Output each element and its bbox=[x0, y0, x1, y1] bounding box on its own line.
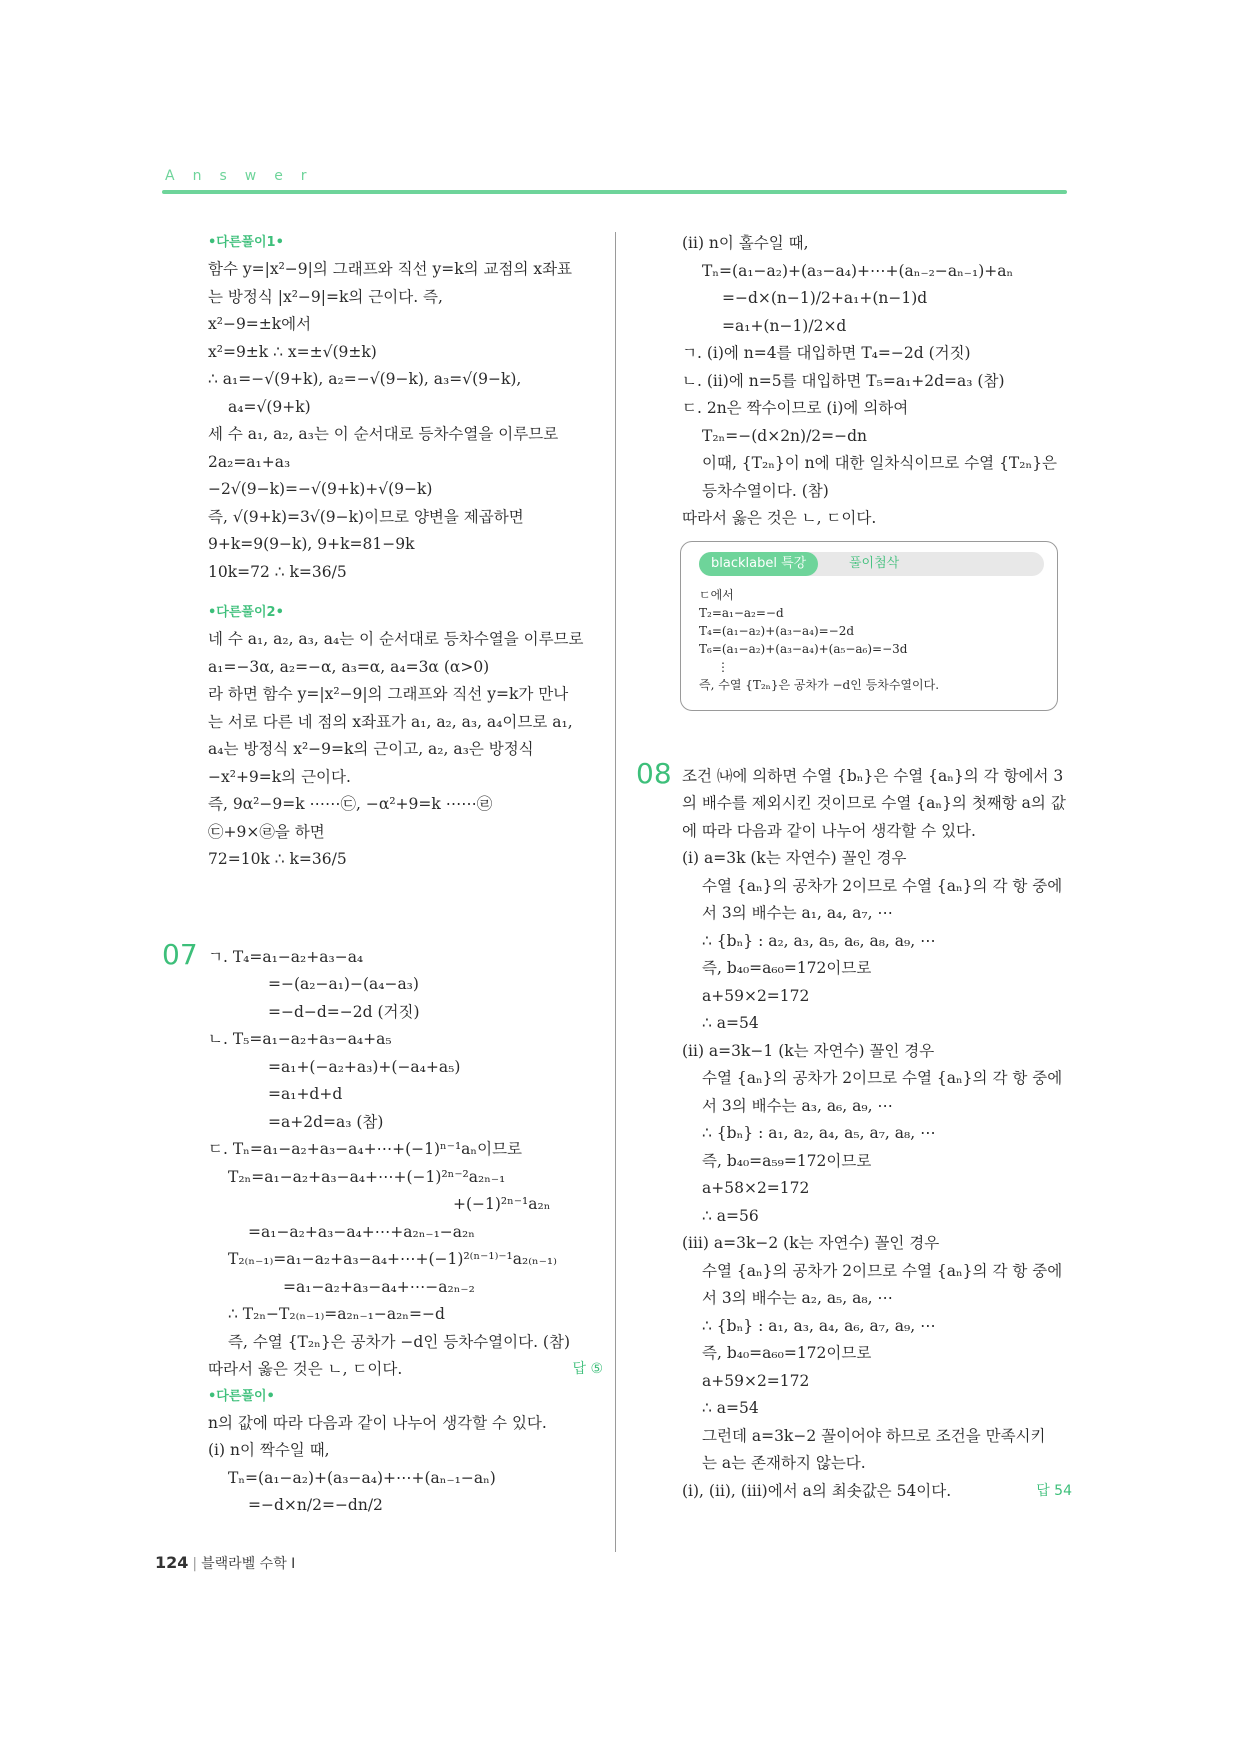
text-line: ∴ a=54 bbox=[702, 1014, 759, 1032]
text-line: 9+k=9(9−k), 9+k=81−9k bbox=[208, 535, 415, 553]
text-line: ∴ a₁=−√(9+k), a₂=−√(9−k), a₃=√(9−k), bbox=[208, 370, 522, 388]
text-line: ㉢+9×㉣을 하면 bbox=[208, 822, 325, 841]
text-line: T₂ₙ=−(d×2n)/2=−dn bbox=[702, 426, 868, 445]
text-line: 서 3의 배수는 a₂, a₅, a₈, ⋯ bbox=[702, 1289, 893, 1307]
text-line: a₁=−3α, a₂=−α, a₃=α, a₄=3α (α>0) bbox=[208, 657, 490, 676]
text-line: 는 방정식 |x²−9|=k의 근이다. 즉, bbox=[208, 287, 443, 306]
text-line: 의 배수를 제외시킨 것이므로 수열 {aₙ}의 첫째항 a의 값 bbox=[682, 794, 1066, 812]
text-line: =a₁+(−a₂+a₃)+(−a₄+a₅) bbox=[268, 1057, 461, 1076]
text-line: 이때, {T₂ₙ}이 n에 대한 일차식이므로 수열 {T₂ₙ}은 bbox=[702, 454, 1058, 472]
problem-08 bbox=[636, 756, 1072, 1506]
tip-body bbox=[699, 586, 939, 694]
text-line: ∴ T₂ₙ−T₂₍ₙ₋₁₎=a₂ₙ₋₁−a₂ₙ=−d bbox=[228, 1305, 445, 1323]
page-number: 124 bbox=[155, 1553, 189, 1572]
right-column bbox=[636, 230, 1072, 1505]
text-line: =a+2d=a₃ (참) bbox=[268, 1112, 384, 1131]
text-line: 수열 {aₙ}의 공차가 2이므로 수열 {aₙ}의 각 항 중에 bbox=[702, 876, 1063, 895]
text-line: T₂₍ₙ₋₁₎=a₁−a₂+a₃−a₄+⋯+(−1)²⁽ⁿ⁻¹⁾⁻¹a₂₍ₙ₋₁₎ bbox=[228, 1250, 557, 1268]
problem-number: 07 bbox=[162, 937, 198, 971]
text-line: Tₙ=(a₁−a₂)+(a₃−a₄)+⋯+(aₙ₋₂−aₙ₋₁)+aₙ bbox=[702, 261, 1014, 280]
text-line: a+59×2=172 bbox=[702, 1371, 810, 1390]
answer-mark: 답 54 bbox=[1036, 1482, 1072, 1499]
text-line: ㄱ. T₄=a₁−a₂+a₃−a₄ bbox=[208, 947, 364, 966]
text-line: −x²+9=k의 근이다. bbox=[208, 767, 351, 786]
tip-subtitle: 풀이첨삭 bbox=[849, 555, 900, 571]
tip-line: ⋮ bbox=[717, 659, 729, 674]
text-line: 즉, 9α²−9=k ⋯⋯㉢, −α²+9=k ⋯⋯㉣ bbox=[208, 795, 493, 813]
page-footer bbox=[155, 1553, 295, 1573]
text-line: a₄=√(9+k) bbox=[228, 397, 311, 416]
text-line: 라 하면 함수 y=|x²−9|의 그래프와 직선 y=k가 만나 bbox=[208, 685, 569, 703]
text-line: n의 값에 따라 다음과 같이 나누어 생각할 수 있다. bbox=[208, 1413, 547, 1432]
text-line: =−(a₂−a₁)−(a₄−a₃) bbox=[268, 975, 419, 993]
book-title: 블랙라벨 수학 Ⅰ bbox=[201, 1556, 296, 1572]
problem-07-continuation bbox=[682, 230, 1072, 533]
tip-line: T₆=(a₁−a₂)+(a₃−a₄)+(a₅−a₆)=−3d bbox=[699, 641, 908, 656]
text-line: (ⅱ) a=3k−1 (k는 자연수) 꼴인 경우 bbox=[682, 1041, 935, 1060]
text-line: 즉, b₄₀=a₅₉=172이므로 bbox=[702, 1151, 872, 1170]
text-line: 세 수 a₁, a₂, a₃는 이 순서대로 등차수열을 이루므로 bbox=[208, 425, 559, 443]
text-line bbox=[208, 1356, 603, 1384]
text-line: ㄷ. 2n은 짝수이므로 (ⅰ)에 의하여 bbox=[682, 399, 909, 417]
text-line: 즉, b₄₀=a₆₀=172이므로 bbox=[702, 1344, 872, 1362]
text-line: =−d×(n−1)/2+a₁+(n−1)d bbox=[722, 289, 928, 307]
text-line: (ⅰ) a=3k (k는 자연수) 꼴인 경우 bbox=[682, 849, 907, 867]
text-line: 2a₂=a₁+a₃ bbox=[208, 452, 291, 471]
text-line: x²=9±k ∴ x=±√(9±k) bbox=[208, 342, 377, 361]
text-line: T₂ₙ=a₁−a₂+a₃−a₄+⋯+(−1)²ⁿ⁻²a₂ₙ₋₁ bbox=[228, 1167, 506, 1186]
text-line: 72=10k ∴ k=36/5 bbox=[208, 850, 347, 868]
text-line: 즉, b₄₀=a₆₀=172이므로 bbox=[702, 959, 872, 977]
alt-solution-tag: •다른풀이2• bbox=[208, 605, 284, 620]
alt-solution-tag: •다른풀이1• bbox=[208, 235, 284, 250]
text-line: +(−1)²ⁿ⁻¹a₂ₙ bbox=[453, 1195, 551, 1213]
text-line: 네 수 a₁, a₂, a₃, a₄는 이 순서대로 등차수열을 이루므로 bbox=[208, 630, 584, 648]
tip-badge: blacklabel 특강 bbox=[699, 552, 818, 576]
text-line: 등차수열이다. (참) bbox=[702, 481, 829, 500]
text-line: ∴ a=54 bbox=[702, 1399, 759, 1417]
column-divider bbox=[615, 232, 616, 1552]
text-line: ㄴ. T₅=a₁−a₂+a₃−a₄+a₅ bbox=[208, 1030, 392, 1048]
conclusion-text: 따라서 옳은 것은 ㄴ, ㄷ이다. bbox=[208, 1360, 403, 1378]
text-line: 는 a는 존재하지 않는다. bbox=[702, 1454, 866, 1472]
tip-line: T₂=a₁−a₂=−d bbox=[699, 605, 784, 620]
tip-line: T₄=(a₁−a₂)+(a₃−a₄)=−2d bbox=[699, 623, 855, 638]
problem-number: 08 bbox=[636, 756, 672, 790]
text-line: =−d×n/2=−dn/2 bbox=[248, 1496, 383, 1514]
text-line: a+59×2=172 bbox=[702, 986, 810, 1005]
text-line: 즉, 수열 {T₂ₙ}은 공차가 −d인 등차수열이다. (참) bbox=[228, 1332, 570, 1351]
answer-mark: 답 ⑤ bbox=[572, 1361, 603, 1377]
text-line: 10k=72 ∴ k=36/5 bbox=[208, 562, 347, 581]
left-column bbox=[162, 230, 603, 1520]
text-line: 그런데 a=3k−2 꼴이어야 하므로 조건을 만족시키 bbox=[702, 1426, 1046, 1445]
text-line: 수열 {aₙ}의 공차가 2이므로 수열 {aₙ}의 각 항 중에 bbox=[702, 1261, 1063, 1280]
text-line: =−d−d=−2d (거짓) bbox=[268, 1002, 420, 1021]
text-line: x²−9=±k에서 bbox=[208, 315, 312, 333]
text-line: 수열 {aₙ}의 공차가 2이므로 수열 {aₙ}의 각 항 중에 bbox=[702, 1069, 1063, 1087]
alt-solution-1 bbox=[208, 230, 603, 586]
text-line: Tₙ=(a₁−a₂)+(a₃−a₄)+⋯+(aₙ₋₁−aₙ) bbox=[228, 1468, 496, 1487]
problem-07 bbox=[162, 937, 603, 1520]
alt-solution-tag: •다른풀이• bbox=[208, 1388, 275, 1404]
text-line: 서 3의 배수는 a₃, a₆, a₉, ⋯ bbox=[702, 1096, 893, 1115]
text-line: ㄷ. Tₙ=a₁−a₂+a₃−a₄+⋯+(−1)ⁿ⁻¹aₙ이므로 bbox=[208, 1140, 523, 1158]
text-line: 에 따라 다음과 같이 나누어 생각할 수 있다. bbox=[682, 821, 976, 840]
text-line bbox=[682, 1478, 1072, 1506]
alt-solution-2 bbox=[208, 600, 603, 874]
text-line: 즉, √(9+k)=3√(9−k)이므로 양변을 제곱하면 bbox=[208, 507, 524, 526]
text-line: 는 서로 다른 네 점의 x좌표가 a₁, a₂, a₃, a₄이므로 a₁, bbox=[208, 712, 573, 731]
text-line: (ⅲ) a=3k−2 (k는 자연수) 꼴인 경우 bbox=[682, 1234, 940, 1252]
tip-header bbox=[699, 552, 1044, 576]
text-line: =a₁−a₂+a₃−a₄+⋯+a₂ₙ₋₁−a₂ₙ bbox=[248, 1222, 475, 1241]
tip-line: 즉, 수열 {T₂ₙ}은 공차가 −d인 등차수열이다. bbox=[699, 677, 940, 692]
text-line: 따라서 옳은 것은 ㄴ, ㄷ이다. bbox=[682, 509, 877, 527]
text-line: 조건 ㈏에 의하면 수열 {bₙ}은 수열 {aₙ}의 각 항에서 3 bbox=[682, 766, 1064, 785]
text-line: =a₁+(n−1)/2×d bbox=[722, 316, 847, 335]
text-line: 서 3의 배수는 a₁, a₄, a₇, ⋯ bbox=[702, 904, 893, 922]
text-line: a+58×2=172 bbox=[702, 1179, 810, 1197]
text-line: (ⅰ) n이 짝수일 때, bbox=[208, 1441, 330, 1459]
text-line: −2√(9−k)=−√(9+k)+√(9−k) bbox=[208, 480, 433, 498]
text-line: a₄는 방정식 x²−9=k의 근이고, a₂, a₃은 방정식 bbox=[208, 740, 534, 758]
tip-line: ㄷ에서 bbox=[699, 587, 734, 602]
text-line: ∴ {bₙ} : a₂, a₃, a₅, a₆, a₈, a₉, ⋯ bbox=[702, 931, 936, 950]
text-line: =a₁−a₂+a₃−a₄+⋯−a₂ₙ₋₂ bbox=[283, 1277, 475, 1296]
text-line: ∴ {bₙ} : a₁, a₂, a₄, a₅, a₇, a₈, ⋯ bbox=[702, 1124, 936, 1142]
text-line: ∴ a=56 bbox=[702, 1206, 759, 1225]
header-label: Answer bbox=[165, 168, 325, 184]
header-rule bbox=[162, 190, 1067, 194]
text-line: ㄴ. (ⅱ)에 n=5를 대입하면 T₅=a₁+2d=a₃ (참) bbox=[682, 371, 1005, 390]
conclusion-text: (ⅰ), (ⅱ), (ⅲ)에서 a의 최솟값은 54이다. bbox=[682, 1481, 952, 1500]
blacklabel-tip-box bbox=[680, 541, 1058, 711]
text-line: ∴ {bₙ} : a₁, a₃, a₄, a₆, a₇, a₉, ⋯ bbox=[702, 1316, 936, 1335]
footer-separator: | bbox=[192, 1556, 198, 1572]
text-line: ㄱ. (ⅰ)에 n=4를 대입하면 T₄=−2d (거짓) bbox=[682, 344, 971, 362]
text-line: =a₁+d+d bbox=[268, 1085, 343, 1103]
text-line: (ⅱ) n이 홀수일 때, bbox=[682, 234, 809, 252]
text-line: 함수 y=|x²−9|의 그래프와 직선 y=k의 교점의 x좌표 bbox=[208, 260, 573, 278]
